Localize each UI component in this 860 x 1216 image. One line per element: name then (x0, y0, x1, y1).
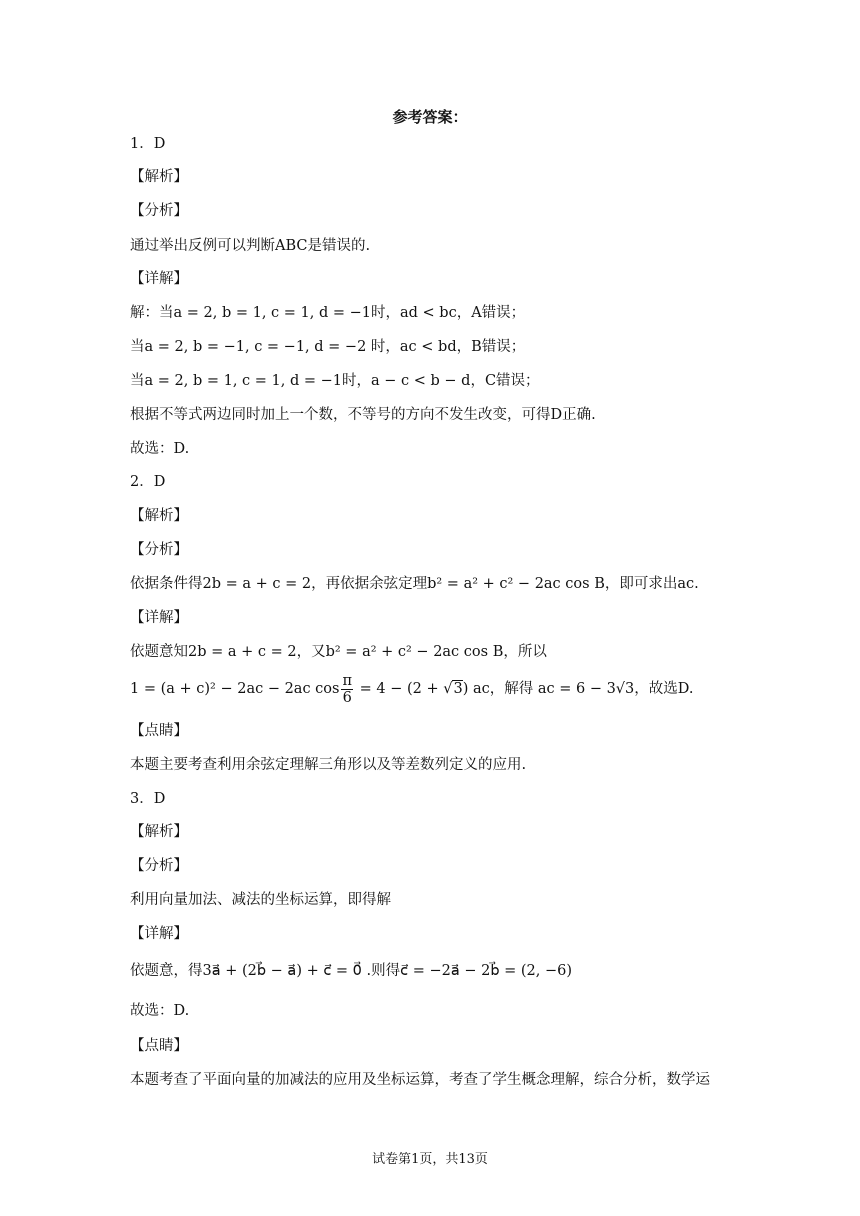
q3-jiexi-label: 【解析】 (130, 824, 188, 840)
pi-over-six-fraction (341, 673, 353, 706)
q1-detail-line-2: 当a = 2, b = −1, c = −1, d = −2 时，ac < bd，B错误； (130, 339, 526, 355)
q2-equation-left: 1 = (a + c)² − 2ac − 2ac cos (130, 681, 340, 697)
q1-jiexi-label: 【解析】 (130, 169, 188, 185)
q2-dianjing-label: 【点睛】 (130, 723, 188, 739)
q1-detail-line-3: 当a = 2, b = 1, c = 1, d = −1时，a − c < b − d，C错误； (130, 373, 540, 389)
q3-heading: 3．D (130, 791, 166, 807)
q3-dianjing-text: 本题考查了平面向量的加减法的应用及坐标运算，考查了学生概念理解，综合分析，数学运 (130, 1072, 710, 1088)
q3-detail-line-1: 依题意，得3a⃗ + (2b⃗ − a⃗) + c⃗ = 0⃗ .则得c⃗ = −2a⃗ − 2b⃗ = (2, −6) (130, 963, 573, 979)
q3-fenxi-text: 利用向量加法、减法的坐标运算，即得解 (130, 892, 391, 908)
q2-equation-mid: = 4 − (2 + (355, 681, 444, 697)
q1-fenxi-label: 【分析】 (130, 203, 188, 219)
q2-equation: 1 = (a + c)² − 2ac − 2ac cos $\frac{\pi}{6}$ = 4 − (2 + √3) ac，解得 ac = 6 − 3√3，故选D. (130, 672, 694, 706)
page-footer: 试卷第1页，共13页 (372, 1152, 488, 1167)
q2-dianjing-text: 本题主要考查利用余弦定理解三角形以及等差数列定义的应用. (130, 757, 527, 773)
q1-detail-line-1: 解：当a = 2, b = 1, c = 1, d = −1时，ad < bc，A错误； (130, 305, 526, 321)
q1-heading: 1．D (130, 136, 166, 152)
q3-xiangjie-label: 【详解】 (130, 926, 188, 942)
q2-heading: 2．D (130, 474, 166, 490)
q3-dianjing-label: 【点睛】 (130, 1038, 188, 1054)
q2-jiexi-label: 【解析】 (130, 508, 188, 524)
page-title: 参考答案： (392, 108, 468, 126)
sqrt-radicand: 3 (453, 681, 463, 697)
q2-detail-line-1: 依题意知2b = a + c = 2，又b² = a² + c² − 2ac cos B，所以 (130, 644, 547, 660)
q2-equation-right: ) ac，解得 ac = 6 − 3√3，故选D. (462, 681, 694, 697)
q1-detail-line-4: 根据不等式两边同时加上一个数，不等号的方向不发生改变，可得D正确. (130, 407, 596, 423)
q2-fenxi-label: 【分析】 (130, 542, 188, 558)
fraction-numerator: π (342, 672, 353, 689)
fraction-denominator: 6 (342, 689, 352, 706)
q1-fenxi-text: 通过举出反例可以判断ABC是错误的. (130, 238, 371, 254)
q1-xiangjie-label: 【详解】 (130, 271, 188, 287)
q1-answer: 故选：D. (130, 441, 190, 457)
q3-fenxi-label: 【分析】 (130, 858, 188, 874)
q3-answer: 故选：D. (130, 1003, 190, 1019)
q2-xiangjie-label: 【详解】 (130, 610, 188, 626)
q2-fenxi-text: 依据条件得2b = a + c = 2，再依据余弦定理b² = a² + c² − 2ac cos B，即可求出ac. (130, 576, 699, 592)
